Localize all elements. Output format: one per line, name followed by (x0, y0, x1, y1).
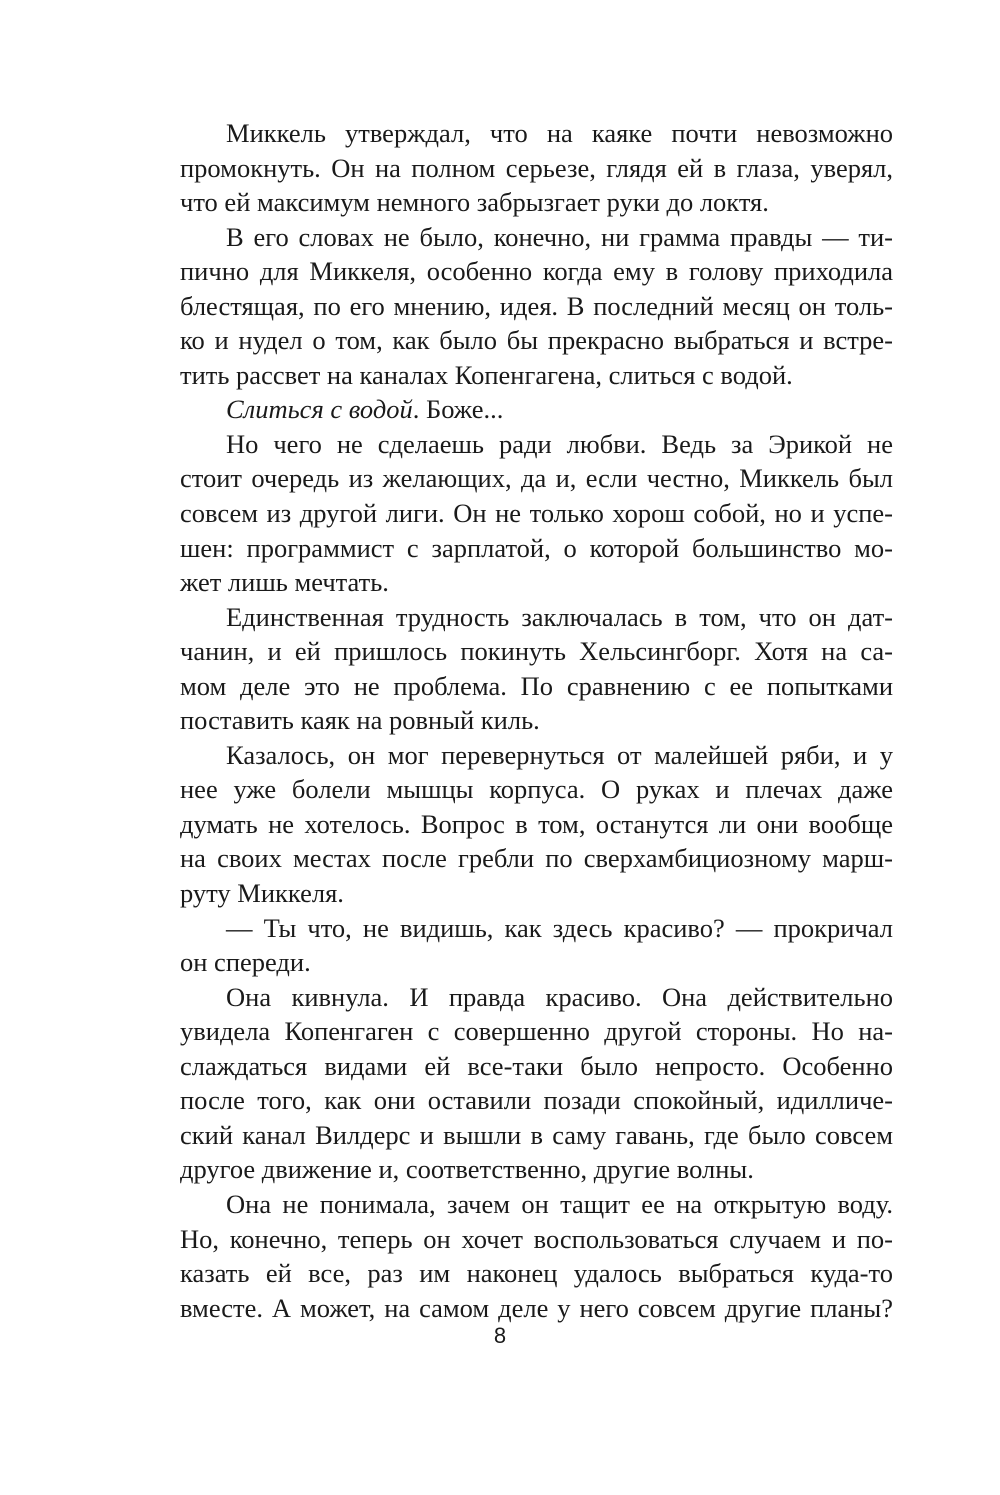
text-line: Единственная трудность заключалась в том, что он дат- (226, 601, 893, 632)
text-line: слаждаться видами ей все-таки было непросто. Особенно (180, 1050, 893, 1081)
text-line: блестящая, по его мнению, идея. В последний месяц он толь- (180, 290, 893, 321)
paragraph (180, 600, 893, 738)
text-line: чанин, и ей пришлось покинуть Хельсингборг. Хотя на са- (180, 636, 893, 667)
text-line: промокнуть. Он на полном серьезе, глядя ей в глаза, уверял, (180, 152, 893, 183)
paragraph (180, 427, 893, 600)
paragraph (180, 116, 893, 220)
text-line: на своих местах после гребли по сверхамбициозному марш- (180, 843, 893, 874)
text-line: казать ей все, раз им наконец удалось выбраться куда-то (180, 1258, 893, 1289)
paragraph (180, 738, 893, 911)
text-line: жет лишь мечтать. (180, 567, 389, 598)
text-line: стоит очередь из желающих, да и, если честно, Миккель был (180, 463, 893, 494)
text-line: ский канал Вилдерс и вышли в саму гавань, где было совсем (180, 1119, 893, 1150)
text-line: пично для Миккеля, особенно когда ему в голову приходила (180, 256, 893, 287)
text-line: вместе. А может, на самом деле у него совсем другие планы? (180, 1292, 893, 1323)
text-line: Казалось, он мог перевернуться от малейшей ряби, и у (226, 739, 893, 770)
page-number: 8 (493, 1323, 507, 1348)
text-line: мом деле это не проблема. По сравнению с ее попытками (180, 670, 893, 701)
text-line: — Ты что, не видишь, как здесь красиво? — прокричал (226, 912, 893, 943)
text-line: нее уже болели мышцы корпуса. О руках и плечах даже (180, 774, 893, 805)
text-line: увидела Копенгаген с совершенно другой стороны. Но на- (180, 1016, 893, 1047)
paragraph (180, 911, 893, 980)
text-line: Миккель утверждал, что на каяке почти невозможно (226, 118, 893, 148)
text-line: ко и нудел о том, как было бы прекрасно выбраться и встре- (180, 325, 893, 356)
text-line: что ей максимум немного забрызгает руки до локтя. (180, 187, 769, 218)
paragraph (180, 1187, 893, 1325)
text-line: совсем из другой лиги. Он не только хорош собой, но и успе- (180, 498, 893, 529)
text-line (180, 392, 893, 427)
paragraph (180, 980, 893, 1187)
body-text (180, 116, 893, 1325)
text-line: В его словах не было, конечно, ни грамма правды — ти- (226, 221, 893, 252)
text-line: Но чего не сделаешь ради любви. Ведь за Эрикой не (226, 428, 893, 459)
text-line: Но, конечно, теперь он хочет воспользоваться случаем и по- (180, 1223, 893, 1254)
text-line: он спереди. (180, 947, 311, 978)
paragraph (180, 220, 893, 393)
text-fragment: . Боже... (412, 394, 504, 425)
text-line: руту Миккеля. (180, 878, 344, 909)
paragraph (180, 392, 893, 427)
text-line: после того, как они оставили позади спокойный, идилличе- (180, 1085, 893, 1116)
text-line: думать не хотелось. Вопрос в том, останутся ли они вообще (180, 808, 893, 839)
text-line: шен: программист с зарплатой, о которой большинство мо- (180, 532, 893, 563)
text-line: Она кивнула. И правда красиво. Она действительно (226, 981, 893, 1012)
italic-phrase: Слиться с водой (226, 394, 413, 425)
text-line: другое движение и, соответственно, другие волны. (180, 1154, 754, 1185)
text-line: поставить каяк на ровный киль. (180, 705, 540, 736)
text-line: Она не понимала, зачем он тащит ее на открытую воду. (226, 1188, 893, 1219)
text-line: тить рассвет на каналах Копенгагена, слиться с водой. (180, 359, 793, 390)
